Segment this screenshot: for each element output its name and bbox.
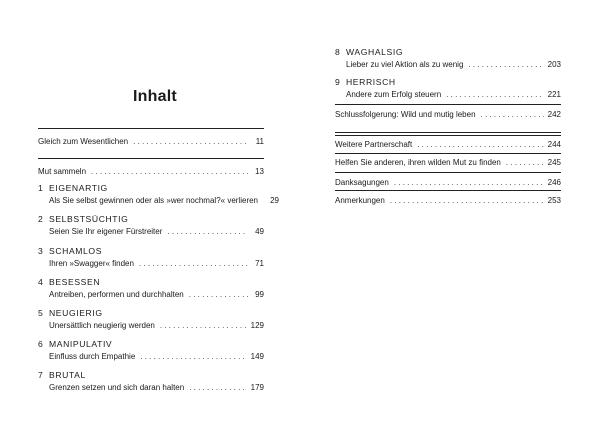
chapter-number: 2: [38, 214, 43, 224]
toc-entry-page: 253: [547, 196, 561, 205]
chapter-name: SELBSTSÜCHTIG: [49, 214, 129, 224]
chapter-heading-7: [38, 370, 264, 381]
toc-entry-label: Lieber zu viel Aktion als zu wenig: [346, 60, 464, 69]
toc-entry-danksagungen[interactable]: [335, 178, 561, 188]
toc-entry-label: Helfen Sie anderen, ihren wilden Mut zu finden: [335, 158, 501, 167]
toc-entry-label: Als Sie selbst gewinnen oder als »wer nochmal?« verlieren: [49, 196, 258, 205]
leader-dots: [506, 158, 544, 168]
chapter-name: BRUTAL: [49, 370, 86, 380]
divider: [38, 128, 264, 129]
toc-entry-partnerschaft[interactable]: [335, 140, 561, 150]
toc-entry-chapter-7[interactable]: [38, 383, 264, 393]
toc-entry-chapter-9[interactable]: [335, 90, 561, 100]
leader-dots: [91, 167, 248, 177]
toc-entry-mut[interactable]: [38, 167, 264, 177]
chapter-number: 6: [38, 339, 43, 349]
toc-entry-label: Ihren »Swagger« finden: [49, 259, 134, 268]
leader-dots: [390, 196, 544, 206]
leader-dots: [468, 60, 543, 70]
toc-entry-page: 11: [255, 137, 264, 146]
toc-entry-label: Danksagungen: [335, 178, 389, 187]
leader-dots: [481, 110, 544, 120]
chapter-number: 8: [335, 47, 340, 57]
toc-entry-page: 149: [250, 352, 264, 361]
toc-entry-chapter-5[interactable]: [38, 321, 264, 331]
toc-entry-label: Mut sammeln: [38, 167, 87, 176]
toc-entry-chapter-4[interactable]: [38, 290, 264, 300]
leader-dots: [189, 383, 246, 393]
chapter-number: 5: [38, 308, 43, 318]
leader-dots: [160, 321, 247, 331]
toc-entry-label: Seien Sie Ihr eigener Fürstreiter: [49, 227, 163, 236]
chapter-number: 4: [38, 277, 43, 287]
leader-dots: [189, 290, 248, 300]
toc-entry-label: Anmerkungen: [335, 196, 385, 205]
chapter-number: 9: [335, 77, 340, 87]
toc-entry-page: 203: [547, 60, 561, 69]
leader-dots: [133, 137, 248, 147]
chapter-name: BESESSEN: [49, 277, 101, 287]
toc-entry-label: Andere zum Erfolg steuern: [346, 90, 442, 99]
leader-dots: [140, 352, 246, 362]
leader-dots: [139, 259, 248, 269]
toc-entry-page: 244: [547, 140, 561, 149]
toc-entry-page: 29: [270, 196, 279, 205]
chapter-heading-1: [38, 183, 264, 194]
chapter-heading-3: [38, 246, 264, 257]
chapter-number: 3: [38, 246, 43, 256]
toc-entry-page: 99: [255, 290, 264, 299]
toc-entry-chapter-6[interactable]: [38, 352, 264, 362]
chapter-number: 1: [38, 183, 43, 193]
toc-entry-chapter-2[interactable]: [38, 227, 264, 237]
toc-entry-anmerkungen[interactable]: [335, 196, 561, 206]
leader-dots: [417, 140, 543, 150]
toc-entry-label: Schlussfolgerung: Wild und mutig leben: [335, 110, 476, 119]
chapter-name: EIGENARTIG: [49, 183, 108, 193]
divider: [335, 132, 561, 133]
leader-dots: [394, 178, 544, 188]
toc-entry-label: Antreiben, performen und durchhalten: [49, 290, 184, 299]
toc-entry-chapter-8[interactable]: [335, 60, 561, 70]
toc-entry-page: 179: [250, 383, 264, 392]
toc-entry-page: 246: [547, 178, 561, 187]
toc-entry-helfen[interactable]: [335, 158, 561, 168]
divider: [335, 135, 561, 136]
chapter-heading-8: [335, 47, 561, 58]
toc-entry-label: Unersättlich neugierig werden: [49, 321, 155, 330]
toc-entry-label: Einfluss durch Empathie: [49, 352, 136, 361]
leader-dots: [446, 90, 543, 100]
chapter-name: SCHAMLOS: [49, 246, 103, 256]
toc-entry-gleich[interactable]: [38, 137, 264, 147]
toc-right-section: [335, 0, 561, 445]
chapter-number: 7: [38, 370, 43, 380]
toc-entry-page: 49: [255, 227, 264, 236]
divider: [335, 172, 561, 173]
page-title: Inhalt: [133, 88, 177, 105]
chapter-heading-5: [38, 308, 264, 319]
toc-entry-page: 71: [255, 259, 264, 268]
toc-entry-conclusion[interactable]: [335, 110, 561, 120]
leader-dots: [167, 227, 248, 237]
toc-entry-chapter-3[interactable]: [38, 259, 264, 269]
chapter-heading-4: [38, 277, 264, 288]
divider: [335, 153, 561, 154]
right-page: [300, 0, 600, 445]
chapter-name: MANIPULATIV: [49, 339, 113, 349]
toc-entry-chapter-1[interactable]: [38, 196, 279, 206]
divider: [335, 190, 561, 191]
toc-entry-label: Grenzen setzen und sich daran halten: [49, 383, 185, 392]
toc-entry-label: Gleich zum Wesentlichen: [38, 137, 129, 146]
toc-entry-page: 245: [547, 158, 561, 167]
divider: [38, 158, 264, 159]
toc-entry-page: 221: [547, 90, 561, 99]
chapter-name: HERRISCH: [346, 77, 396, 87]
divider: [335, 104, 561, 105]
toc-entry-page: 13: [255, 167, 264, 176]
chapter-heading-9: [335, 77, 561, 88]
toc-entry-label: Weitere Partnerschaft: [335, 140, 413, 149]
chapter-name: NEUGIERIG: [49, 308, 103, 318]
chapter-heading-2: [38, 214, 264, 225]
toc-entry-page: 242: [547, 110, 561, 119]
toc-entry-page: 129: [250, 321, 264, 330]
toc-intro-section: [38, 0, 279, 445]
chapter-heading-6: [38, 339, 264, 350]
chapter-name: WAGHALSIG: [346, 47, 404, 57]
